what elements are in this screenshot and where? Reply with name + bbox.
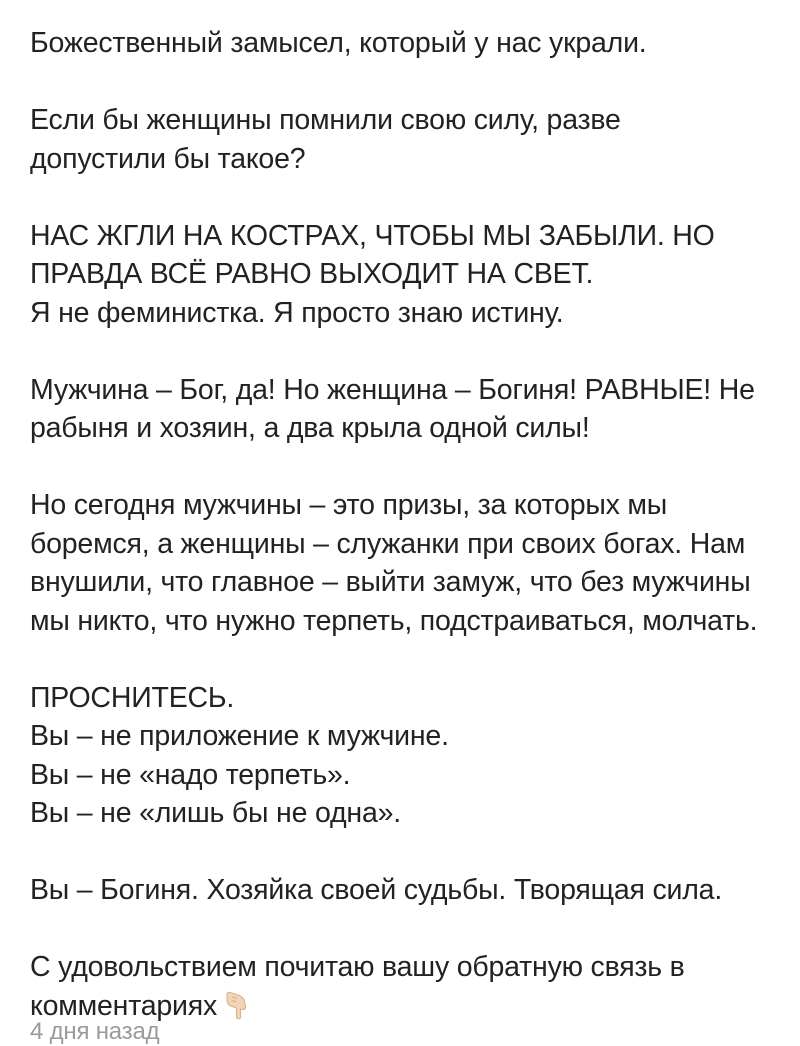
- text-line: Вы – не «надо терпеть».: [30, 758, 351, 791]
- text-line: рабыня и хозяин, а два крыла одной силы!: [30, 412, 590, 444]
- text-line: Вы – не «лишь бы не одна».: [30, 797, 401, 829]
- text-line: Мужчина – Бог, да! Но женщина – Богиня! РАВНЫЕ! Не: [30, 373, 755, 406]
- post-timestamp: 4 дня назад: [30, 1018, 160, 1045]
- text-line: допустили бы такое?: [30, 142, 306, 175]
- text-line: Но сегодня мужчины – это призы, за которых мы: [30, 489, 668, 521]
- text-line: комментариях: [30, 989, 218, 1022]
- text-line: боремся, а женщины – служанки при своих богах. Нам: [30, 527, 746, 560]
- text-line: Вы – Богиня. Хозяйка своей судьбы. Творящая сила.: [30, 874, 723, 906]
- paragraph-5: [30, 486, 770, 640]
- paragraph-8: [30, 948, 770, 1025]
- paragraph-1: [30, 24, 770, 63]
- text-line: ПРОСНИТЕСЬ.: [30, 681, 235, 714]
- paragraph-4: [30, 371, 770, 448]
- text-line: мы никто, что нужно терпеть, подстраиваться, молчать.: [30, 604, 758, 637]
- text-line: ПРАВДА ВСЁ РАВНО ВЫХОДИТ НА СВЕТ.: [30, 258, 594, 290]
- paragraph-3: [30, 217, 770, 333]
- text-line: НАС ЖГЛИ НА КОСТРАХ, ЧТОБЫ МЫ ЗАБЫЛИ. НО: [30, 219, 715, 252]
- text-line: Если бы женщины помнили свою силу, разве: [30, 104, 621, 136]
- text-line: внушили, что главное – выйти замуж, что без мужчины: [30, 566, 751, 598]
- text-line: Божественный замысел, который у нас украли.: [30, 27, 647, 59]
- text-line: Вы – не приложение к мужчине.: [30, 720, 449, 752]
- text-line: Я не феминистка. Я просто знаю истину.: [30, 296, 564, 329]
- pointing-down-hand-icon: [223, 991, 249, 1021]
- text-line: С удовольствием почитаю вашу обратную связь в: [30, 951, 685, 983]
- paragraph-7: [30, 871, 770, 910]
- paragraph-2: [30, 101, 770, 178]
- paragraph-6: [30, 679, 770, 833]
